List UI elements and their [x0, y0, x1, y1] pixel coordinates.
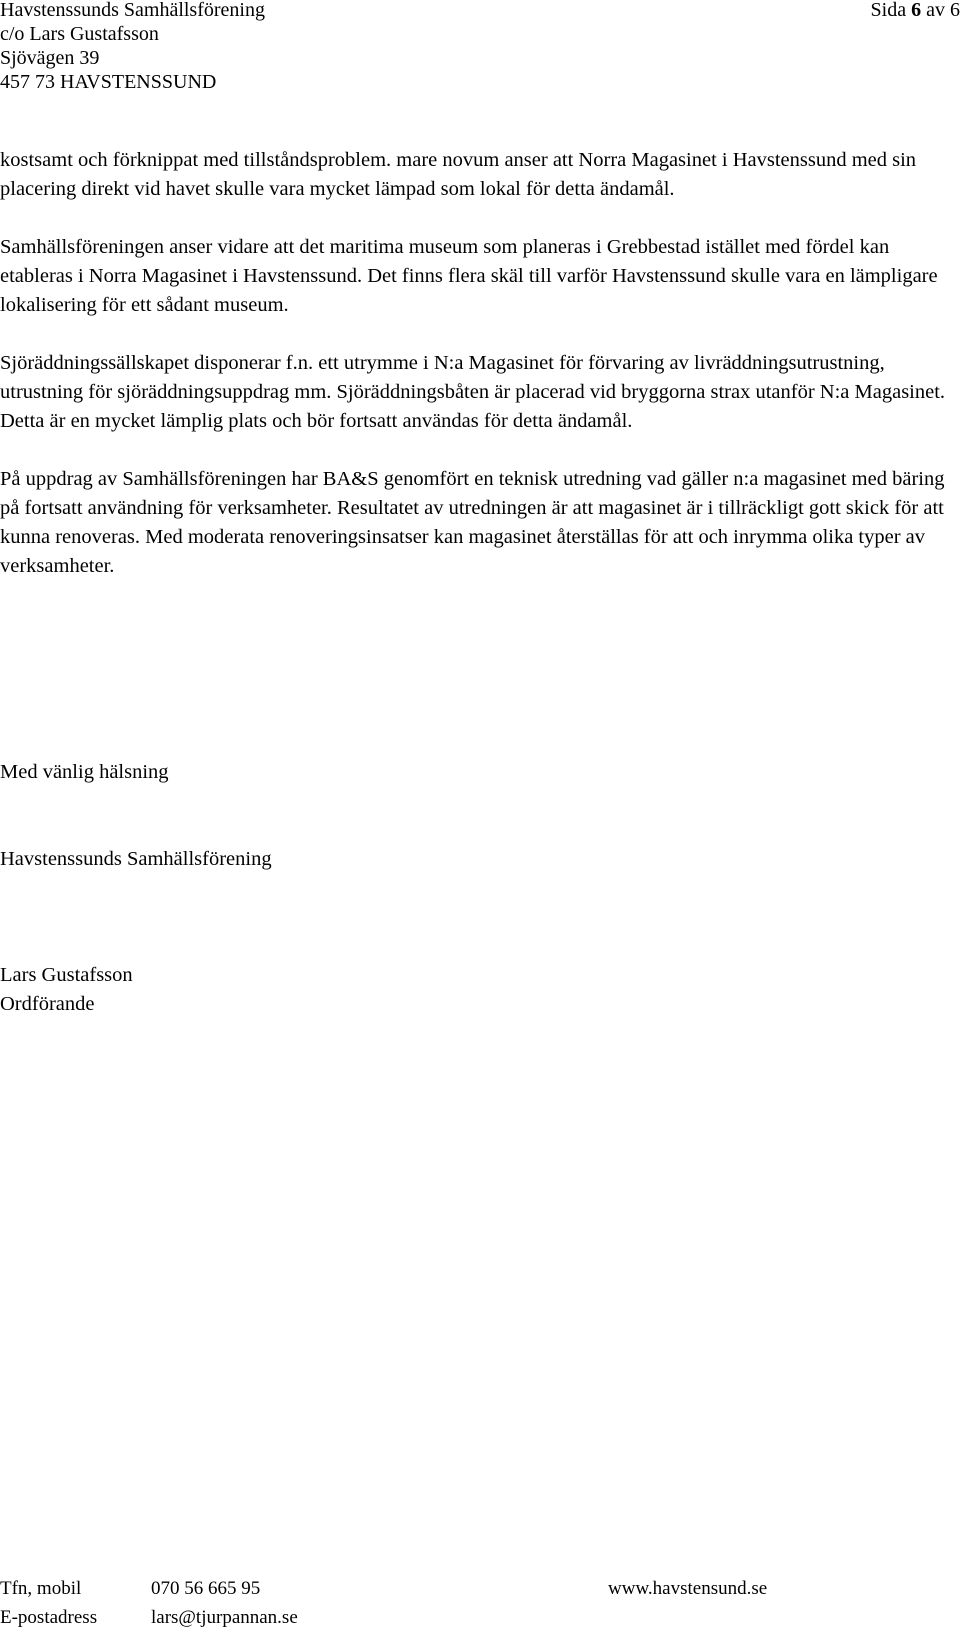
- email-label: E-postadress: [0, 1607, 98, 1628]
- sender-care-of: c/o Lars Gustafsson: [0, 23, 159, 45]
- paragraph: kostsamt och förknippat med tillståndsproblem. mare novum anser att Norra Magasinet i Havstenssund med sin placering direkt vid havet skulle vara mycket lämpad som lokal för detta ändamål.: [0, 149, 917, 200]
- letter-header: [0, 0, 960, 94]
- letter-footer: [0, 1574, 960, 1632]
- footer-phone-row: [0, 1574, 960, 1603]
- closing-greeting: Med vänlig hälsning: [0, 761, 169, 783]
- signatory-name: Lars Gustafsson: [0, 964, 133, 986]
- page-number: [871, 0, 960, 22]
- sender-name: Havstenssunds Samhällsförening: [0, 0, 265, 21]
- page-current: 6: [911, 0, 922, 21]
- page-suffix: av 6: [926, 0, 960, 21]
- phone-number: 070 56 665 95: [151, 1578, 261, 1599]
- signatory-title: Ordförande: [0, 993, 95, 1015]
- letter-body: [0, 146, 960, 610]
- signatory-block: [0, 961, 133, 1019]
- website-link[interactable]: www.havstensund.se: [608, 1578, 768, 1599]
- signing-organization: Havstenssunds Samhällsförening: [0, 848, 272, 870]
- paragraph: Sjöräddningssällskapet disponerar f.n. ett utrymme i N:a Magasinet för förvaring av livräddningsutrustning, utrustning för sjöräddningsuppdrag mm. Sjöräddningsbåten är placerad vid bryggorna strax utanför N:a Magasinet. Detta är en mycket lämplig plats och bör fortsatt användas för detta ändamål.: [0, 352, 946, 432]
- sender-street: Sjövägen 39: [0, 47, 100, 69]
- email-address[interactable]: lars@tjurpannan.se: [151, 1607, 298, 1628]
- paragraph: Samhällsföreningen anser vidare att det maritima museum som planeras i Grebbestad istället med fördel kan etableras i Norra Magasinet i Havstenssund. Det finns flera skäl till varför Havstenssund skulle vara en lämpligare lokalisering för ett sådant museum.: [0, 236, 938, 316]
- page-prefix: Sida: [870, 0, 907, 21]
- paragraph: På uppdrag av Samhällsföreningen har BA&S genomfört en teknisk utredning vad gäller n:a magasinet med bäring på fortsatt användning för verksamheter. Resultatet av utredningen är att magasinet är i tillräckligt gott skick för att kunna renoveras. Med moderata renoveringsinsatser kan magasinet återställas för att och inrymma olika typer av verksamheter.: [0, 468, 945, 577]
- footer-email-row: [0, 1603, 960, 1632]
- phone-label: Tfn, mobil: [0, 1578, 82, 1599]
- sender-postal: 457 73 HAVSTENSSUND: [0, 71, 217, 93]
